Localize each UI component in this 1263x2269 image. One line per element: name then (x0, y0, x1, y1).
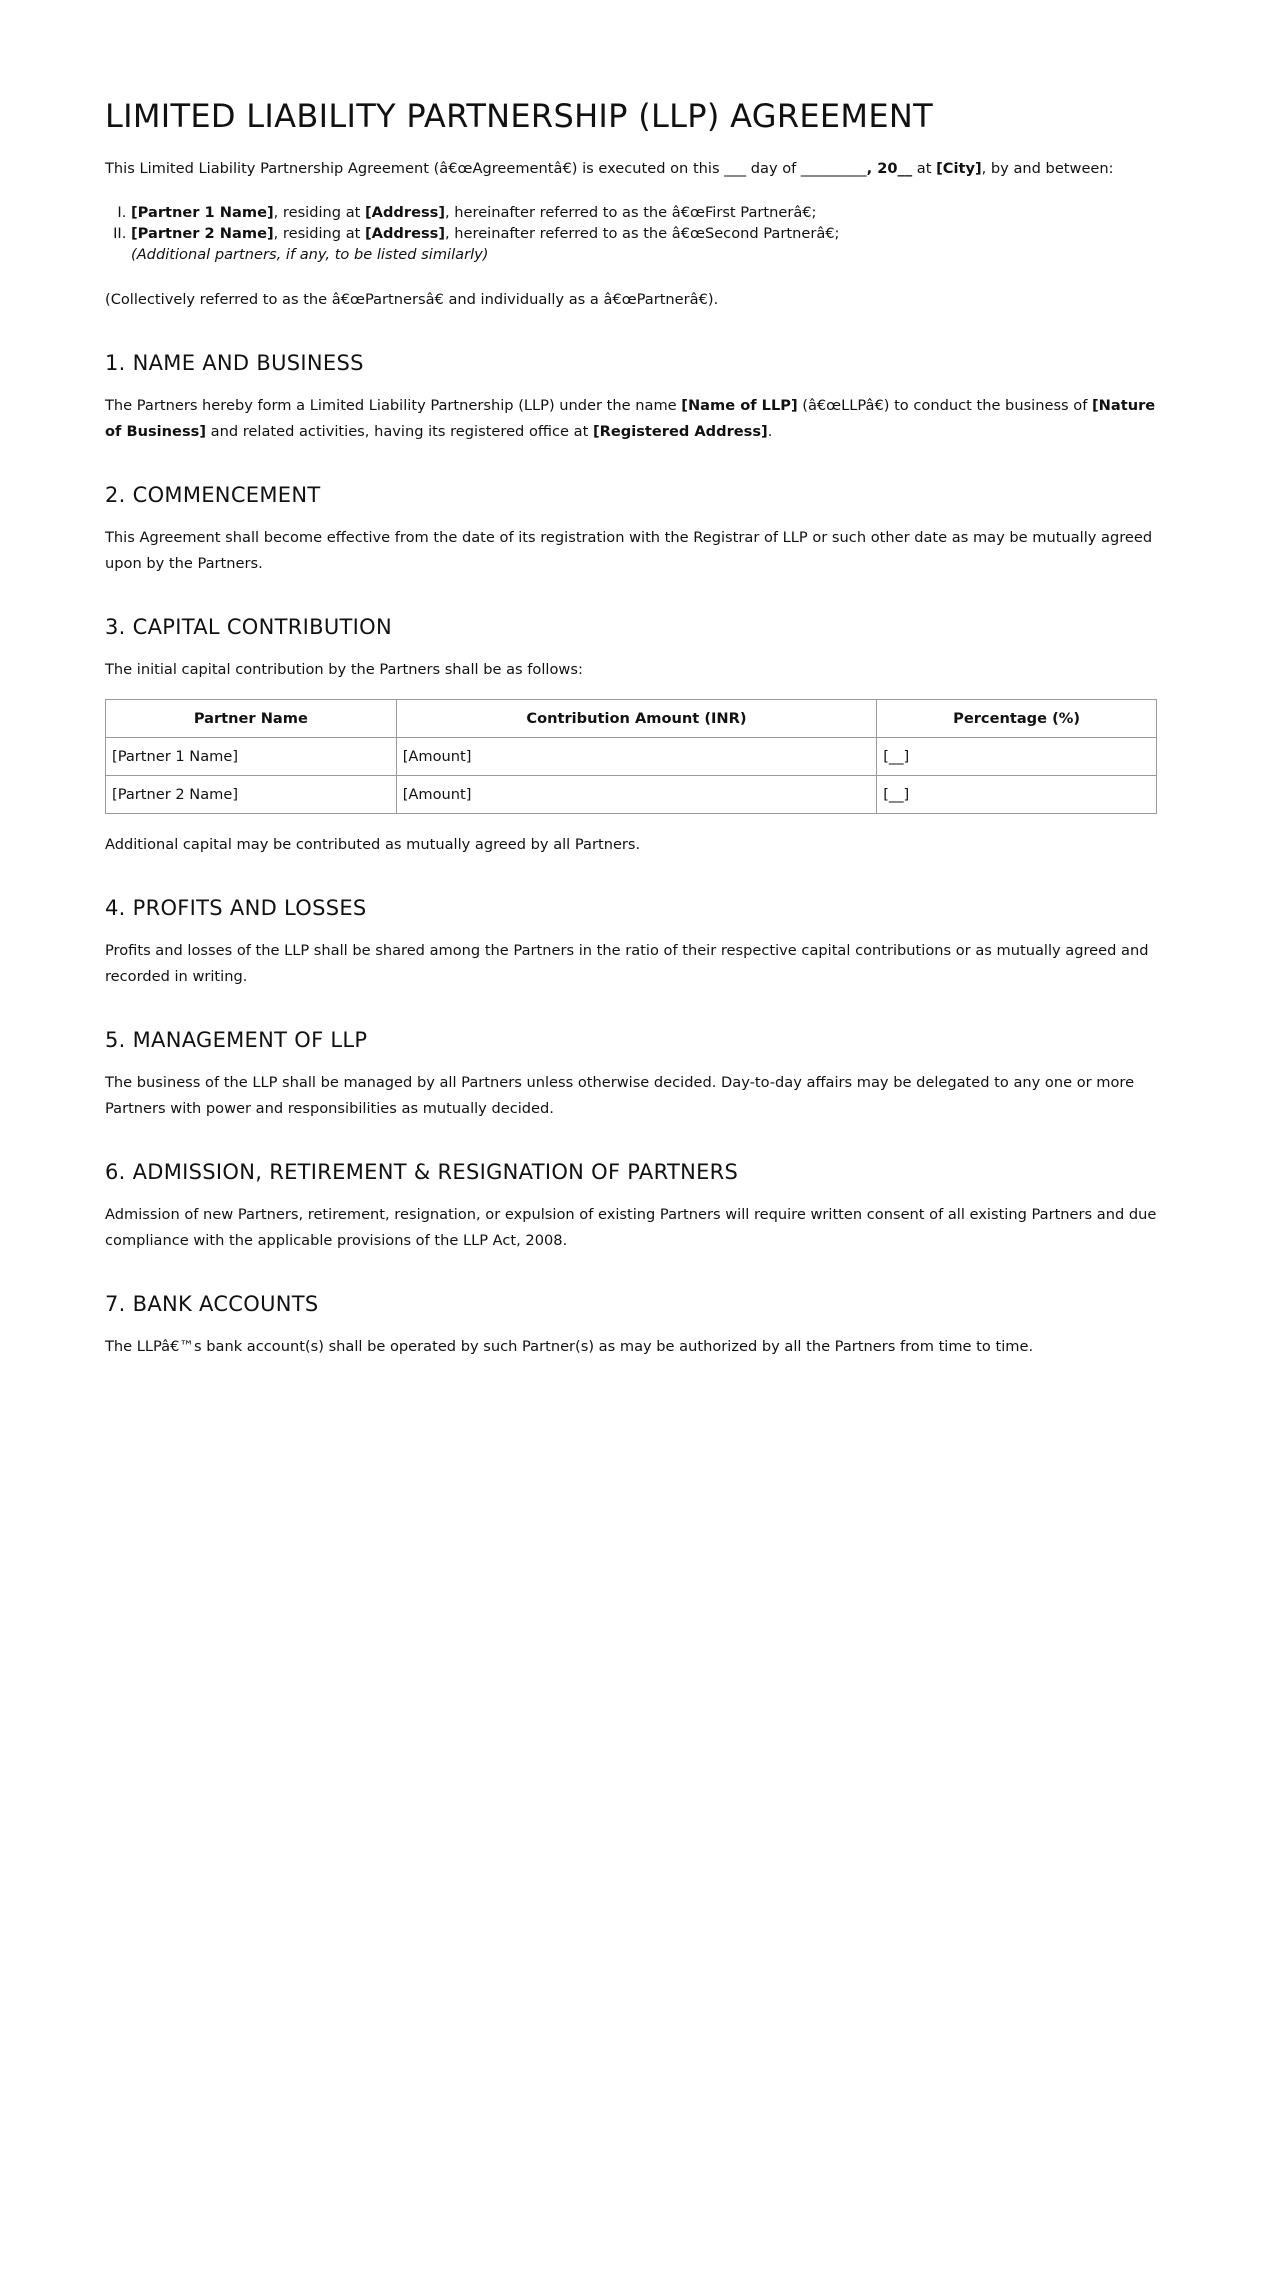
cell-partner-name: [Partner 2 Name] (106, 776, 397, 814)
cell-percentage: [__] (877, 738, 1157, 776)
collective-note: (Collectively referred to as the â€œPartnersâ€ and individually as a â€œPartnerâ€). (105, 291, 719, 308)
cell-amount: [Amount] (396, 738, 877, 776)
section-4-body: Profits and losses of the LLP shall be shared among the Partners in the ratio of their respective capital contributions or as mutually agreed and recorded in writing. (105, 942, 1149, 985)
table-row (106, 776, 1157, 814)
intro-text: This Limited Liability Partnership Agreement (â€œAgreementâ€) is executed on this ___ day of _________ (105, 160, 867, 177)
intro-year: , 20__ (866, 160, 913, 177)
intro-paragraph (105, 156, 1158, 182)
section-6-body: Admission of new Partners, retirement, resignation, or expulsion of existing Partners will require written consent of all existing Partners and due compliance with the applicable provisions of the LLP Act, 2008. (105, 1206, 1157, 1249)
section-3-after: Additional capital may be contributed as mutually agreed by all Partners. (105, 836, 641, 853)
section-2-body: This Agreement shall become effective from the date of its registration with the Registrar of LLP or such other date as may be mutually agreed upon by the Partners. (105, 529, 1153, 572)
intro-at: at (912, 160, 937, 177)
section-6-heading: 6. ADMISSION, RETIREMENT & RESIGNATION OF PARTNERS (105, 1160, 739, 1184)
section-5-heading: 5. MANAGEMENT OF LLP (105, 1028, 368, 1052)
additional-partners-note: (Additional partners, if any, to be listed similarly) (131, 246, 489, 263)
partner-2-residing: , residing at (273, 225, 366, 242)
section-3-heading: 3. CAPITAL CONTRIBUTION (105, 615, 392, 639)
partner-list-item-1 (131, 202, 1158, 223)
s1-text-3: and related activities, having its registered office at (206, 423, 593, 440)
s1-text-2: (â€œLLPâ€) to conduct the business of (797, 397, 1093, 414)
header-partner-name: Partner Name (106, 700, 397, 738)
s1-llp-name: [Name of LLP] (681, 397, 798, 414)
section-5-body: The business of the LLP shall be managed by all Partners unless otherwise decided. Day-to-day affairs may be delegated to any one or more Partners with power and responsibilities as mutually decided. (105, 1074, 1135, 1117)
capital-contribution-table (105, 699, 1157, 814)
cell-amount: [Amount] (396, 776, 877, 814)
header-contribution-amount: Contribution Amount (INR) (396, 700, 877, 738)
s1-text-4: . (767, 423, 773, 440)
table-row (106, 738, 1157, 776)
section-1-heading: 1. NAME AND BUSINESS (105, 351, 364, 375)
section-2-heading: 2. COMMENCEMENT (105, 483, 321, 507)
intro-city: [City] (936, 160, 982, 177)
partner-2-suffix: , hereinafter referred to as the â€œSecond Partnerâ€; (445, 225, 840, 242)
partner-1-address: [Address] (365, 204, 446, 221)
intro-after: , by and between: (981, 160, 1114, 177)
document-title: LIMITED LIABILITY PARTNERSHIP (LLP) AGREEMENT (105, 97, 933, 135)
partners-list (105, 202, 1158, 244)
s1-text-1: The Partners hereby form a Limited Liability Partnership (LLP) under the name (105, 397, 682, 414)
partner-1-suffix: , hereinafter referred to as the â€œFirst Partnerâ€; (445, 204, 817, 221)
s1-registered-address: [Registered Address] (592, 423, 768, 440)
section-7-body: The LLPâ€™s bank account(s) shall be operated by such Partner(s) as may be authorized by all the Partners from time to time. (105, 1338, 1034, 1355)
table-header-row (106, 700, 1157, 738)
cell-percentage: [__] (877, 776, 1157, 814)
partner-1-residing: , residing at (273, 204, 366, 221)
s1-nature-of-business: [Nature of Business] (105, 397, 1156, 440)
partner-list-item-2 (131, 223, 1158, 244)
partner-1-name: [Partner 1 Name] (131, 204, 274, 221)
section-7-heading: 7. BANK ACCOUNTS (105, 1292, 319, 1316)
partner-2-address: [Address] (365, 225, 446, 242)
cell-partner-name: [Partner 1 Name] (106, 738, 397, 776)
section-1-body (105, 393, 1158, 445)
section-3-lead: The initial capital contribution by the Partners shall be as follows: (105, 661, 583, 678)
section-4-heading: 4. PROFITS AND LOSSES (105, 896, 367, 920)
header-percentage: Percentage (%) (877, 700, 1157, 738)
partner-2-name: [Partner 2 Name] (131, 225, 274, 242)
